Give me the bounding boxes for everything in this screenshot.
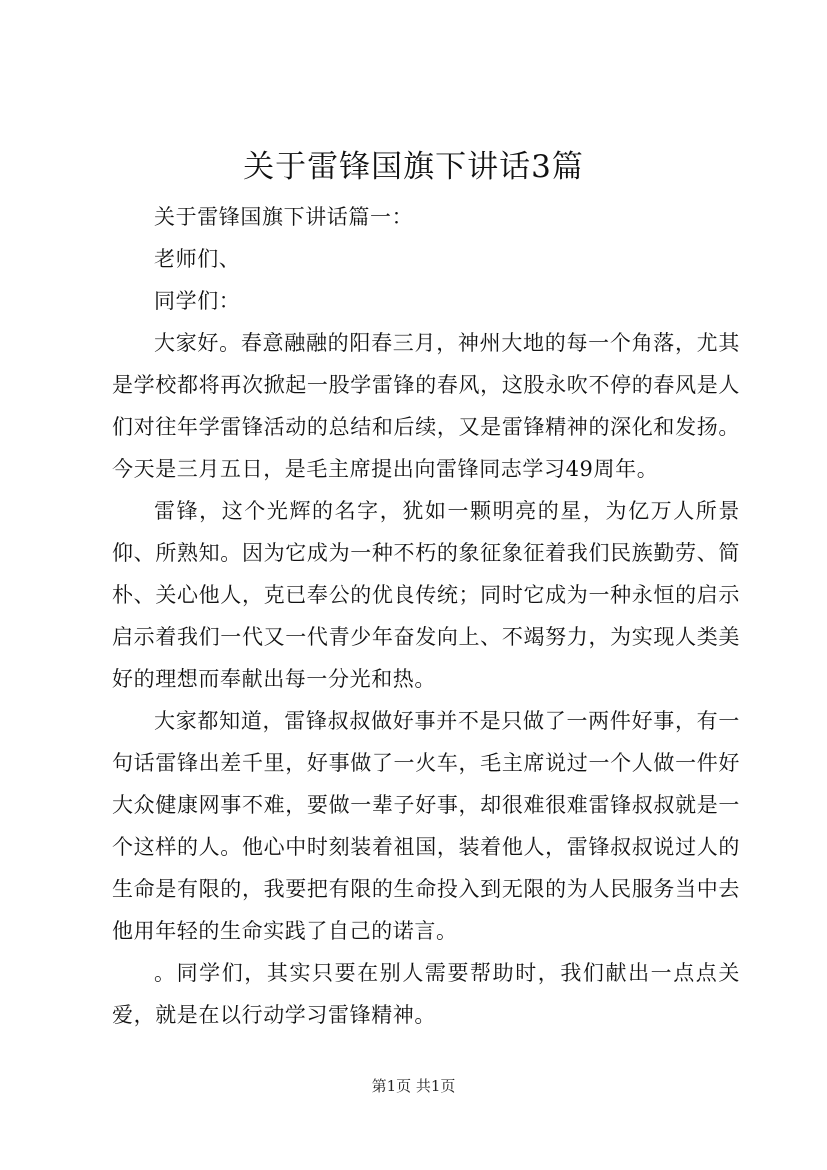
- page-footer: 第1页 共1页: [371, 1077, 456, 1095]
- paragraph-leifeng-name: 雷锋，这个光辉的名字，犹如一颗明亮的星，为亿万人所景仰、所熟知。因为它成为一种不朽的象征象征着我们民族勤劳、简朴、关心他人，克已奉公的优良传统；同时它成为一种永恒的启示启示着我们一代又一代青少年奋发向上、不竭努力，为实现人类美好的理想而奉献出每一分光和热。: [112, 499, 740, 691]
- document-body: [112, 196, 740, 1036]
- paragraph-conclusion: 。同学们，其实只要在别人需要帮助时，我们献出一点点关爱，就是在以行动学习雷锋精神。: [112, 961, 740, 1027]
- paragraph-good-deeds: 大家都知道，雷锋叔叔做好事并不是只做了一两件好事，有一句话雷锋出差千里，好事做了一火车，毛主席说过一个人做一件好大众健康网事不难，要做一辈子好事，却很难很难雷锋叔叔就是一个这样的人。他心中时刻装着祖国，装着他人，雷锋叔叔说过人的生命是有限的，我要把有限的生命投入到无限的为人民服务当中去他用年轻的生命实践了自己的诺言。: [112, 709, 740, 943]
- paragraph-salutation-teachers: 老师们、: [154, 247, 241, 271]
- paragraph-greeting: 大家好。春意融融的阳春三月，神州大地的每一个角落，尤其是学校都将再次掀起一股学雷锋的春风，这股永吹不停的春风是人们对往年学雷锋活动的总结和后续，又是雷锋精神的深化和发扬。今天是三月五日，是毛主席提出向雷锋同志学习49周年。: [112, 331, 740, 481]
- paragraph-heading: 关于雷锋国旗下讲话篇一：: [154, 205, 414, 229]
- document-title: 关于雷锋国旗下讲话3篇: [243, 149, 584, 185]
- paragraph-salutation-students: 同学们：: [154, 289, 241, 313]
